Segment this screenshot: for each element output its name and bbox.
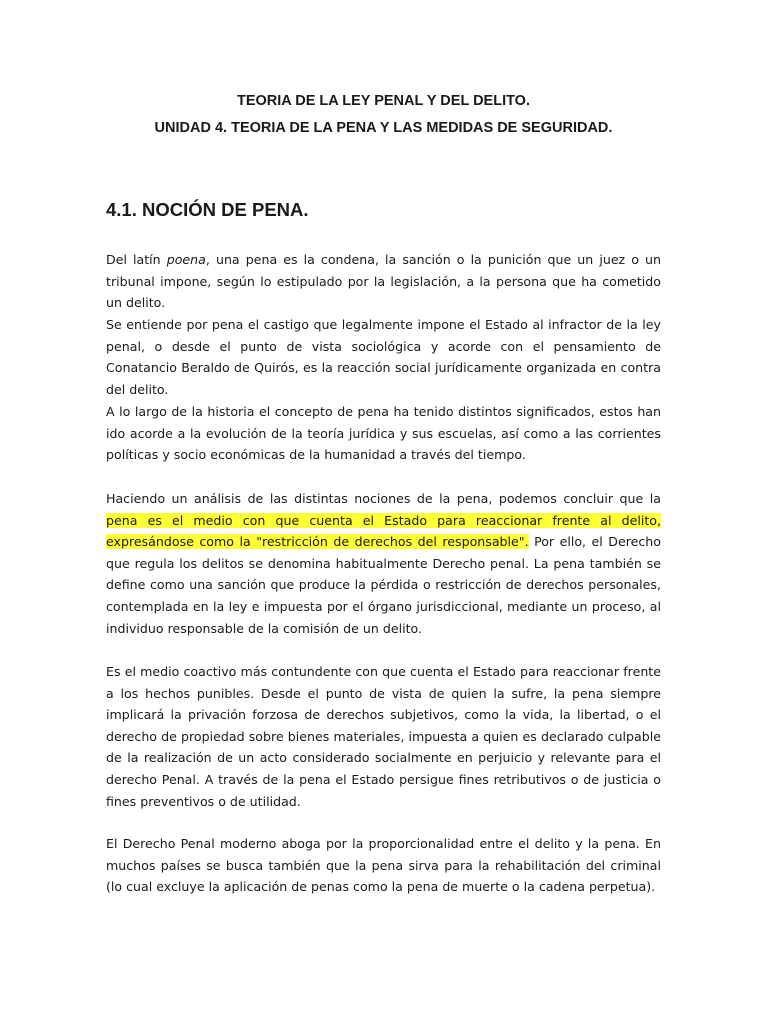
paragraph-modern-law: El Derecho Penal moderno aboga por la proporcionalidad entre el delito y la pena. En muchos países se busca también que la pena sirva para la rehabilitación del criminal (lo cual excluye la aplicación de penas como la pena de muerte o la cadena perpetua).	[106, 836, 661, 895]
paragraph-text: Haciendo un análisis de las distintas nociones de la pena, podemos concluir que la	[106, 491, 661, 506]
paragraph-history: A lo largo de la historia el concepto de pena ha tenido distintos significados, estos han ido acorde a la evolución de la teoría jurídica y sus escuelas, así como a las corrientes políticas y socio económicas de la humanidad a través del tiempo.	[106, 404, 661, 463]
paragraph-text: , una pena es la condena, la sanción o la punición que un juez o un tribunal impone, según lo estipulado por la legislación, a la persona que ha cometido un delito.	[106, 252, 661, 311]
document-title: TEORIA DE LA LEY PENAL Y DEL DELITO.	[236, 93, 530, 109]
paragraph-text: Por ello, el Derecho que regula los delitos se denomina habitualmente Derecho penal. La pena también se define como una sanción que produce la pérdida o restricción de derechos personales, contemplada en la ley e impuesta por el órgano jurisdiccional, mediante un proceso, al individuo responsable de la comisión de un delito.	[106, 534, 661, 636]
unit-title: UNIDAD 4. TEORIA DE LA PENA Y LAS MEDIDAS DE SEGURIDAD.	[154, 120, 613, 136]
paragraph-coercive-means: Es el medio coactivo más contundente con que cuenta el Estado para reaccionar frente a los hechos punibles. Desde el punto de vista de quien la sufre, la pena siempre implicará la privación forzosa de derechos subjetivos, como la vida, la libertad, o el derecho de propiedad sobre bienes materiales, impuesta a quien es declarado culpable de la realización de un acto considerado socialmente en perjuicio y relevante para el derecho Penal. A través de la pena el Estado persigue fines retributivos o de justicia o fines preventivos o de utilidad.	[106, 664, 661, 809]
paragraph-text: Del latín	[106, 252, 167, 267]
latin-term: poena	[166, 252, 206, 267]
paragraph-definition	[106, 249, 661, 314]
highlighted-text: pena es el medio con que cuenta el Estado para reaccionar frente al delito, expresándose como la "restricción de derechos del responsable".	[106, 512, 661, 550]
section-heading: 4.1. NOCIÓN DE PENA.	[106, 199, 309, 220]
paragraph-analysis	[106, 488, 661, 639]
paragraph-concept: Se entiende por pena el castigo que legalmente impone el Estado al infractor de la ley penal, o desde el punto de vista sociológica y acorde con el pensamiento de Conatancio Beraldo de Quirós, es la reacción social jurídicamente organizada en contra del delito.	[106, 317, 661, 397]
